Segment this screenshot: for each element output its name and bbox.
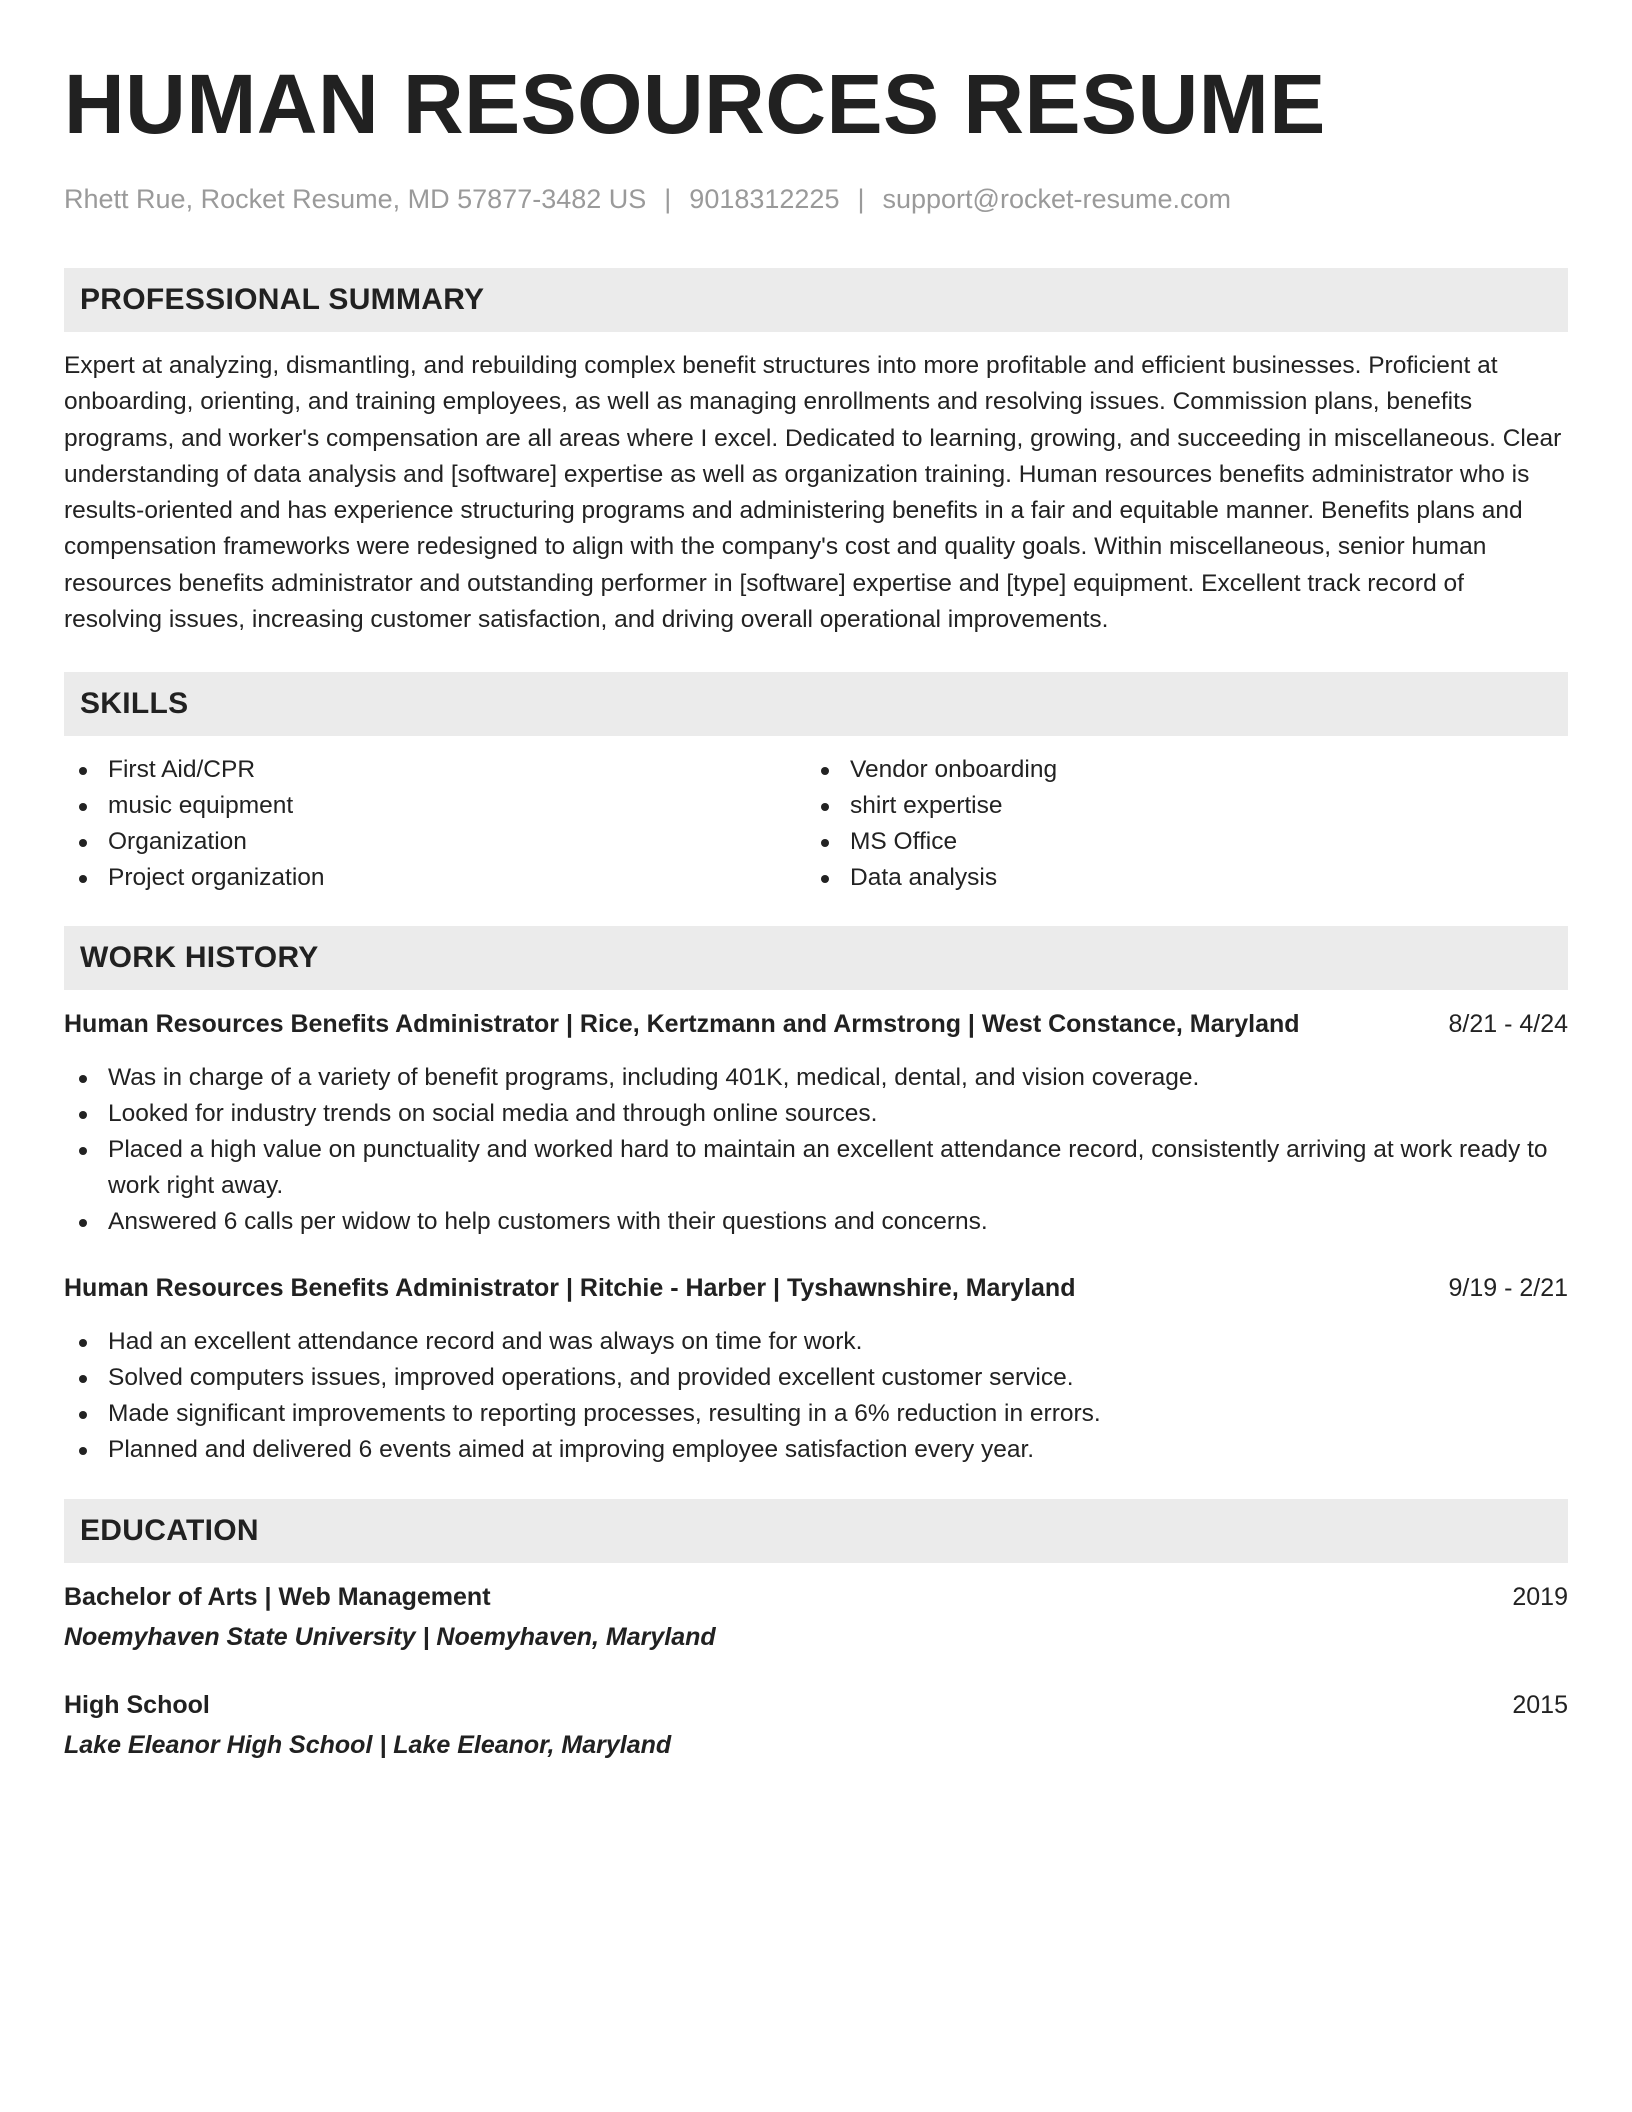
job-title: Human Resources Benefits Administrator | Ritchie - Harber | Tyshawnshire, Maryland [64,1274,1076,1303]
education-year: 2019 [1512,1583,1568,1612]
section-heading-skills: SKILLS [64,672,1568,736]
education-school: Lake Eleanor High School | Lake Eleanor, Maryland [64,1731,672,1760]
education-header [64,1579,1568,1615]
skill-item: First Aid/CPR [64,752,806,788]
contact-phone: 9018312225 [689,184,840,214]
job-bullets [64,1060,1568,1240]
education-school: Noemyhaven State University | Noemyhaven, Maryland [64,1623,716,1652]
job-bullet: Looked for industry trends on social media and through online sources. [64,1096,1568,1132]
education-year: 2015 [1512,1691,1568,1720]
job-header [64,1270,1568,1306]
job-entry [64,1270,1568,1468]
job-entry [64,1006,1568,1240]
education-header [64,1687,1568,1723]
contact-address: Rhett Rue, Rocket Resume, MD 57877-3482 US [64,184,647,214]
section-heading-work: WORK HISTORY [64,926,1568,990]
job-bullet: Planned and delivered 6 events aimed at improving employee satisfaction every year. [64,1432,1568,1468]
skill-item: Data analysis [806,860,1548,896]
section-heading-education: EDUCATION [64,1499,1568,1563]
contact-separator: | [857,184,865,214]
job-dates: 8/21 - 4/24 [1448,1010,1568,1039]
job-bullet: Made significant improvements to reporting processes, resulting in a 6% reduction in errors. [64,1396,1568,1432]
job-bullet: Had an excellent attendance record and was always on time for work. [64,1324,1568,1360]
education-degree: Bachelor of Arts | Web Management [64,1583,491,1612]
resume-title: HUMAN RESOURCES RESUME [64,57,1326,151]
education-entry [64,1579,1568,1655]
skill-item: MS Office [806,824,1548,860]
job-bullet: Answered 6 calls per widow to help customers with their questions and concerns. [64,1204,1568,1240]
skill-item: shirt expertise [806,788,1548,824]
skill-item: Vendor onboarding [806,752,1548,788]
education-entry [64,1687,1568,1763]
skill-item: Project organization [64,860,806,896]
job-title: Human Resources Benefits Administrator | Rice, Kertzmann and Armstrong | West Constance, Maryland [64,1010,1300,1039]
job-bullets [64,1324,1568,1468]
job-dates: 9/19 - 2/21 [1448,1274,1568,1303]
contact-email: support@rocket-resume.com [882,184,1232,214]
skill-item: Organization [64,824,806,860]
contact-line [64,182,1568,216]
section-heading-summary: PROFESSIONAL SUMMARY [64,268,1568,332]
skills-column-right [806,752,1548,896]
job-header [64,1006,1568,1042]
job-bullet: Placed a high value on punctuality and worked hard to maintain an excellent attendance record, consistently arriving at work ready to work right away. [64,1132,1568,1204]
education-degree: High School [64,1691,210,1720]
job-bullet: Was in charge of a variety of benefit programs, including 401K, medical, dental, and vision coverage. [64,1060,1568,1096]
skills-list [64,752,1568,896]
summary-text: Expert at analyzing, dismantling, and rebuilding complex benefit structures into more profitable and efficient businesses. Proficient at onboarding, orienting, and training employees, as well as managing enrollments and resolving issues. Commission plans, benefits programs, and worker's compensation are all areas where I excel. Dedicated to learning, growing, and succeeding in miscellaneous. Clear understanding of data analysis and [software] expertise as well as organization training. Human resources benefits administrator who is results-oriented and has experience structuring programs and administering benefits in a fair and equitable manner. Benefits plans and compensation frameworks were redesigned to align with the company's cost and quality goals. Within miscellaneous, senior human resources benefits administrator and outstanding performer in [software] expertise and [type] equipment. Excellent track record of resolving issues, increasing customer satisfaction, and driving overall operational improvements. [64,352,1562,634]
skill-item: music equipment [64,788,806,824]
job-bullet: Solved computers issues, improved operations, and provided excellent customer service. [64,1360,1568,1396]
skills-column-left [64,752,806,896]
contact-separator: | [664,184,672,214]
